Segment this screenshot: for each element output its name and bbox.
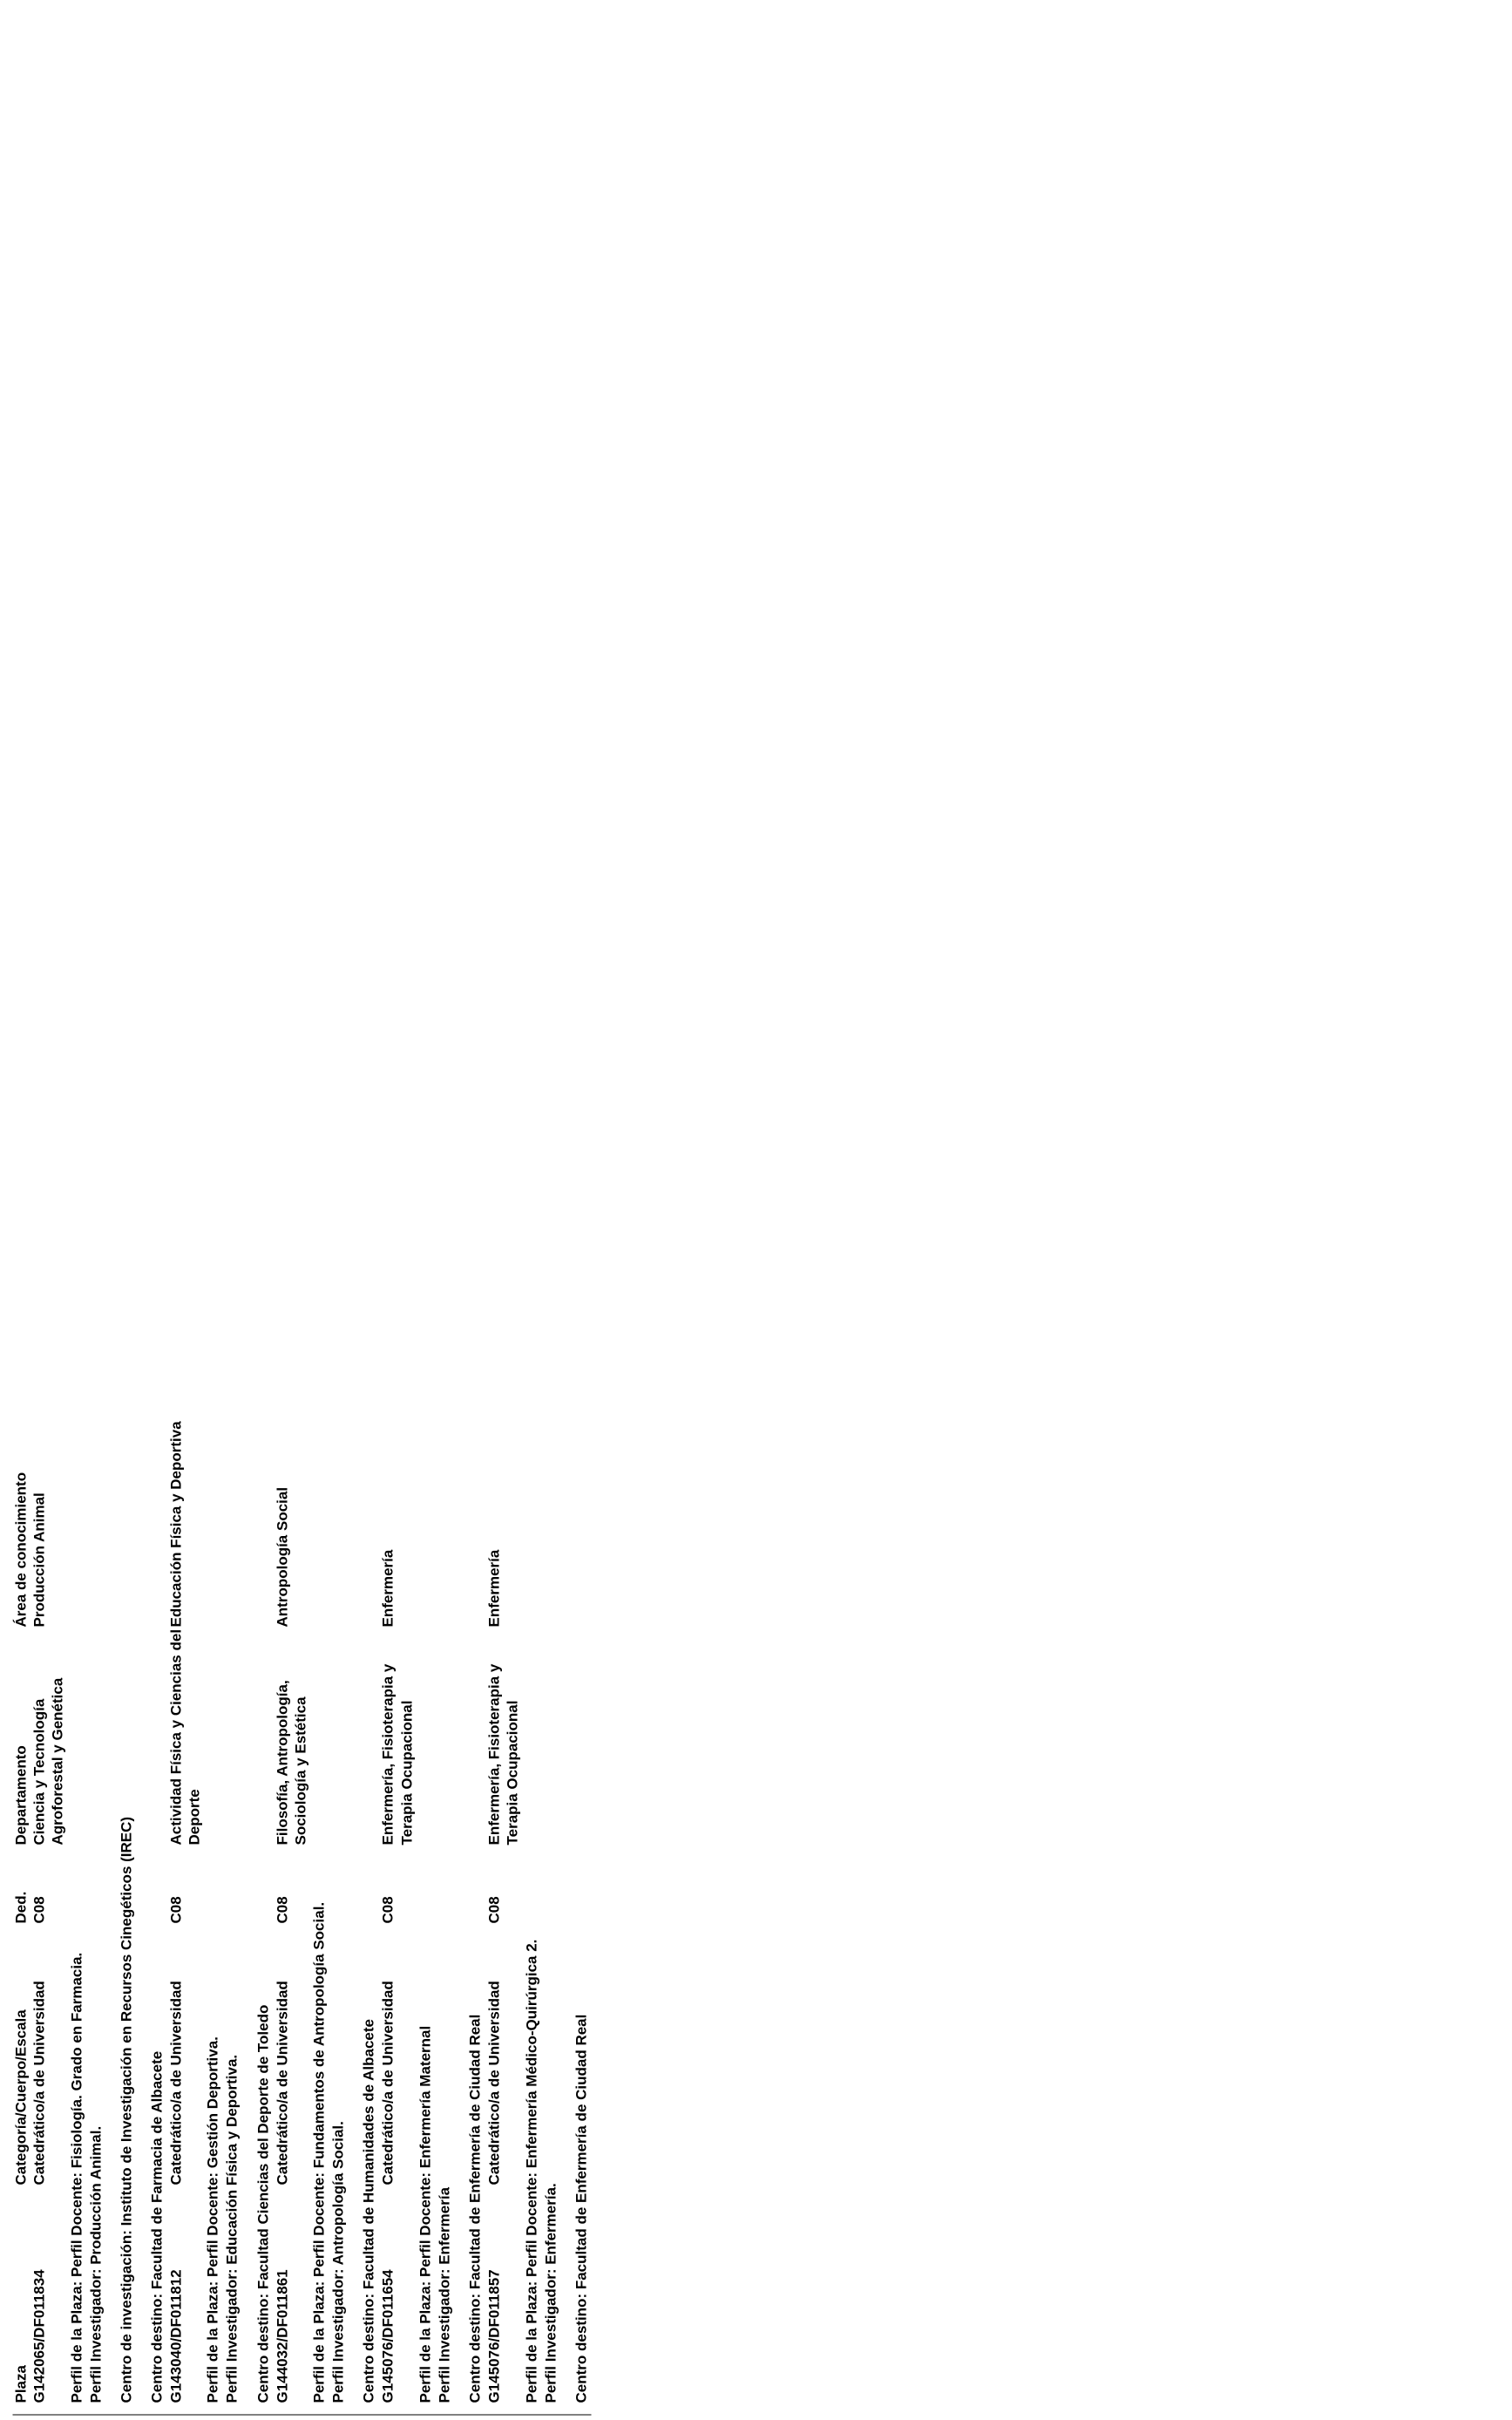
detail-line: Perfil Investigador: Educación Física y Deportiva. (223, 2054, 241, 2403)
detail-line: Perfil Investigador: Antropología Social. (329, 2120, 347, 2403)
cell-dedicacion: C08 (379, 1895, 397, 1923)
cell-plaza: G145076/DF011654 (379, 2268, 397, 2403)
cell-departamento: Enfermería, Fisioterapia y Terapia Ocupacional (379, 1663, 415, 1845)
detail-block (416, 58, 454, 2403)
detail-block (67, 58, 105, 2403)
detail-line: Perfil de la Plaza: Perfil Docente: Gestión Deportiva. (204, 2036, 221, 2403)
cell-plaza: G145076/DF011857 (485, 2268, 503, 2403)
column-header-departamento: Departamento (12, 1744, 29, 1845)
detail-line: Perfil Investigador: Enfermería. (541, 2182, 559, 2403)
cell-details (309, 58, 378, 2403)
cell-details (67, 58, 166, 2403)
table-row (273, 58, 310, 2403)
cell-spacer (166, 58, 204, 1330)
cell-area: Enfermería (485, 1549, 503, 1627)
detail-line: Perfil de la Plaza: Perfil Docente: Fisiología. Grado en Farmacia. (67, 1952, 85, 2403)
cell-area: Producción Animal (31, 1492, 47, 1627)
detail-line: Perfil de la Plaza: Perfil Docente: Enfermería Maternal (416, 2025, 433, 2403)
cell-plaza: G142065/DF011834 (31, 2268, 47, 2403)
detail-block (359, 58, 378, 2403)
column-header-plaza: Plaza (12, 2364, 29, 2403)
detail-line: Centro destino: Facultad de Enfermería de Ciudad Real (466, 2014, 484, 2403)
cell-spacer (273, 58, 310, 1330)
cell-departamento: Enfermería, Fisioterapia y Terapia Ocupacional (485, 1663, 521, 1845)
detail-line: Centro de investigación: Instituto de Investigación en Recursos Cinegéticos (IREC) (117, 1816, 134, 2403)
detail-block (309, 58, 348, 2403)
column-header-area: Área de conocimiento (12, 1472, 29, 1627)
detail-block (117, 58, 136, 2403)
cell-dedicacion: C08 (31, 1895, 47, 1923)
table-detail-row (203, 58, 272, 2403)
detail-line: Centro destino: Facultad Ciencias del Deporte de Toledo (254, 2004, 271, 2403)
cell-plaza: G144032/DF011861 (273, 2268, 290, 2403)
cell-dedicacion: C08 (485, 1895, 503, 1923)
cell-area: Enfermería (379, 1549, 397, 1627)
cell-area: Antropología Social (273, 1486, 290, 1627)
cell-dedicacion: C08 (166, 1895, 184, 1923)
cell-spacer (30, 58, 67, 1330)
cell-details (203, 58, 272, 2403)
detail-block (147, 58, 166, 2403)
detail-line: Perfil de la Plaza: Perfil Docente: Enfermería Médico-Quirúrgica 2. (522, 1939, 539, 2403)
detail-line: Centro destino: Facultad de Enfermería de Ciudad Real (572, 2014, 589, 2403)
detail-line: Perfil Investigador: Enfermería (436, 2186, 453, 2403)
cell-categoria: Catedrático/a de Universidad (273, 1980, 290, 2185)
column-header-categoria: Categoría/Cuerpo/Escala (12, 2009, 29, 2185)
detail-block (522, 58, 560, 2403)
table-row (30, 58, 67, 2403)
table-container (12, 0, 591, 2420)
left-vertical-rule (12, 2414, 591, 2415)
table-row (378, 58, 416, 2403)
detail-line: Centro destino: Facultad de Humanidades de Albacete (360, 2018, 377, 2403)
table-detail-row (522, 58, 591, 2403)
cell-spacer (378, 58, 416, 1330)
detail-line: Perfil Investigador: Producción Animal. (86, 2125, 104, 2403)
cell-departamento: Actividad Física y Ciencias del Deporte (166, 1628, 203, 1845)
detail-block (203, 58, 241, 2403)
detail-block (254, 58, 273, 2403)
column-header-spacer (12, 58, 30, 1330)
cell-categoria: Catedrático/a de Universidad (166, 1980, 184, 2185)
table-detail-row (416, 58, 485, 2403)
column-header-dedicacion: Ded. (12, 1891, 29, 1923)
cell-spacer (485, 58, 522, 1330)
table-body (30, 58, 591, 2403)
table-row (166, 58, 204, 2403)
detail-line: Perfil de la Plaza: Perfil Docente: Fundamentos de Antropología Social. (310, 1901, 328, 2403)
cell-plaza: G143040/DF011812 (166, 2268, 184, 2403)
cell-categoria: Catedrático/a de Universidad (31, 1980, 47, 2185)
table-header-row (12, 58, 30, 2403)
detail-block (572, 58, 591, 2403)
cell-categoria: Catedrático/a de Universidad (485, 1980, 503, 2185)
table-detail-row (309, 58, 378, 2403)
table-row (485, 58, 522, 2403)
cell-categoria: Catedrático/a de Universidad (379, 1980, 397, 2185)
cell-details (522, 58, 591, 2403)
cell-area: Educación Física y Deportiva (166, 1420, 184, 1627)
plazas-table (12, 58, 591, 2403)
table-detail-row (67, 58, 166, 2403)
detail-line: Centro destino: Facultad de Farmacia de Albacete (147, 2050, 165, 2403)
cell-dedicacion: C08 (273, 1895, 290, 1923)
detail-block (465, 58, 485, 2403)
cell-departamento: Filosofía, Antropología, Sociología y Estética (273, 1679, 309, 1845)
cell-departamento: Ciencia y Tecnología Agroforestal y Genética (31, 1677, 66, 1845)
cell-details (416, 58, 485, 2403)
